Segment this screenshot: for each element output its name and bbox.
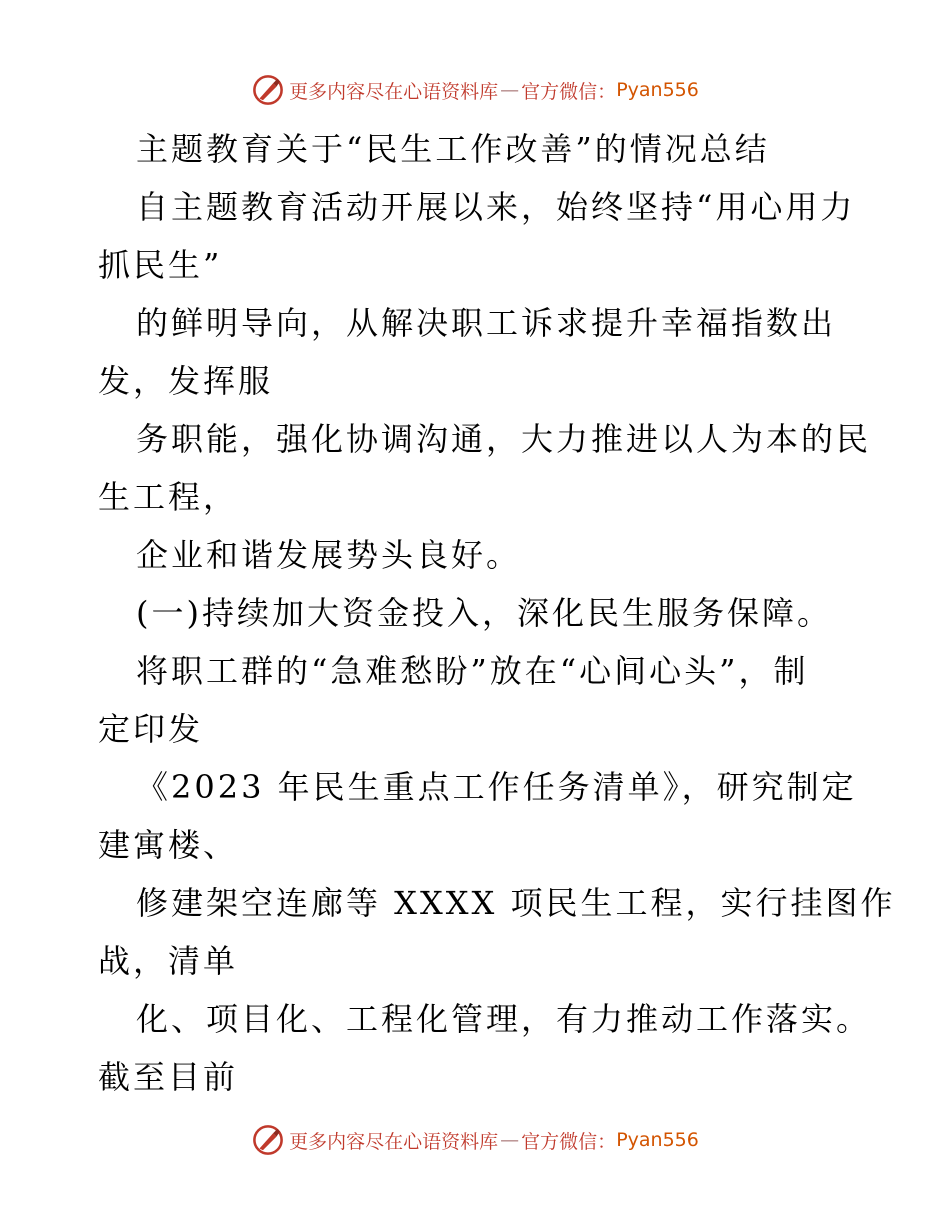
banner-official-label: 官方微信： [521, 1130, 617, 1153]
paragraph-line: 发，发挥服 [98, 362, 274, 400]
paragraph-line: 建寓楼、 [98, 826, 239, 864]
header-banner [0, 70, 950, 110]
paragraph-line: 抓民生” [98, 246, 223, 284]
paragraph-line: 将职工群的“急难愁盼”放在“心间心头”，制 [136, 652, 809, 690]
paragraph-line: 的鲜明导向，从解决职工诉求提升幸福指数出 [136, 304, 837, 342]
paragraph-line: 务职能，强化协调沟通，大力推进以人为本的民 [136, 420, 872, 458]
footer-banner [0, 1120, 950, 1160]
section-heading: (一)持续加大资金投入，深化民生服务保障。 [136, 594, 832, 632]
paragraph-line: 战，清单 [98, 942, 239, 980]
pen-logo-icon [251, 73, 285, 107]
paragraph-line: 截至目前 [98, 1058, 239, 1096]
banner-separator: — [500, 1129, 520, 1151]
paragraph-line: 化、项目化、工程化管理，有力推动工作落实。 [136, 1000, 872, 1038]
paragraph-line: 《2023 年民生重点工作任务清单》，研究制定 [136, 768, 857, 806]
document-title: 主题教育关于“民生工作改善”的情况总结 [136, 130, 770, 168]
pen-logo-icon [251, 1123, 285, 1157]
banner-main-text: 更多内容尽在心语资料库 [289, 80, 499, 103]
banner-wechat-id: Pyan556 [616, 79, 699, 101]
paragraph-line: 修建架空连廊等 XXXX 项民生工程，实行挂图作 [136, 884, 896, 922]
banner-main-text: 更多内容尽在心语资料库 [289, 1130, 499, 1153]
paragraph-line: 企业和谐发展势头良好。 [136, 536, 522, 574]
paragraph-line: 生工程， [98, 478, 239, 516]
paragraph-line: 自主题教育活动开展以来，始终坚持“用心用力 [136, 188, 856, 226]
paragraph-line: 定印发 [98, 710, 204, 748]
banner-official-label: 官方微信： [521, 80, 617, 103]
document-body [98, 120, 896, 1106]
banner-separator: — [500, 79, 520, 101]
banner-wechat-id: Pyan556 [616, 1129, 699, 1151]
